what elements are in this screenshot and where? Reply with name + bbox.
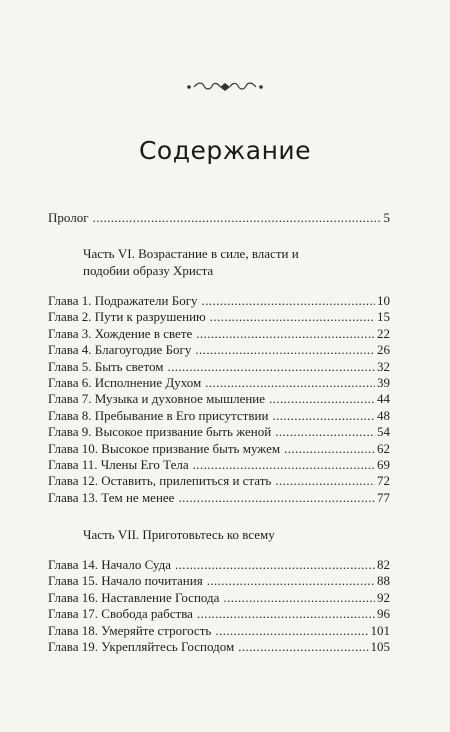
toc-line: [48, 342, 390, 358]
toc-line: [48, 457, 390, 473]
toc-part-7-chapters: [48, 557, 390, 655]
dot-leader: [284, 441, 375, 457]
toc-label: Глава 6. Исполнение Духом: [48, 374, 202, 390]
toc-page-number: 88: [377, 573, 390, 589]
dot-leader: [207, 573, 375, 589]
toc-page-number: 32: [377, 358, 390, 374]
toc-label: Глава 11. Члены Его Тела: [48, 456, 189, 472]
toc-label: Глава 4. Благоугодие Богу: [48, 342, 192, 358]
toc-page-number: 62: [377, 440, 390, 456]
toc-page-number: 105: [370, 638, 390, 654]
toc-page-number: 72: [377, 473, 390, 489]
dot-leader: [272, 408, 375, 424]
dot-leader: [275, 473, 375, 489]
part-6-line-2: подобии образу Христа: [83, 262, 214, 278]
toc-label: Глава 13. Тем не менее: [48, 489, 175, 505]
toc-label: Глава 3. Хождение в свете: [48, 325, 193, 341]
part-6-heading: [83, 246, 383, 279]
toc-line: [48, 623, 390, 639]
toc-line: [48, 590, 390, 606]
toc-label: Глава 12. Оставить, прилепиться и стать: [48, 473, 272, 489]
toc-page-number: 10: [377, 293, 390, 308]
dot-leader: [93, 210, 382, 226]
dot-leader: [223, 590, 375, 606]
dot-leader: [205, 375, 375, 391]
dot-leader: [167, 359, 375, 375]
toc-page-number: 5: [383, 210, 390, 225]
toc-line: [48, 359, 390, 375]
toc-label: Глава 18. Умеряйте строгость: [48, 622, 212, 638]
dot-leader: [195, 342, 375, 358]
toc-page-number: 15: [377, 309, 390, 325]
toc-page-number: 69: [377, 456, 390, 472]
toc-page-number: 44: [377, 391, 390, 407]
toc-line: [48, 490, 390, 506]
toc-line: [48, 473, 390, 489]
toc-line: [48, 326, 390, 342]
toc-part-6-chapters: [48, 293, 390, 506]
toc-label: Глава 14. Начало Суда: [48, 557, 171, 572]
toc-label: Глава 2. Пути к разрушению: [48, 309, 206, 325]
toc-line: [48, 639, 390, 655]
toc-page-number: 77: [377, 489, 390, 505]
ornament-divider: [186, 80, 264, 94]
toc-page-number: 96: [377, 606, 390, 622]
toc-line: [48, 391, 390, 407]
toc-page-number: 39: [377, 374, 390, 390]
toc-page-number: 54: [377, 424, 390, 440]
toc-label: Глава 7. Музыка и духовное мышление: [48, 391, 266, 407]
toc-page-number: 22: [377, 325, 390, 341]
dot-leader: [210, 309, 375, 325]
toc-line: [48, 441, 390, 457]
toc-label: Глава 17. Свобода рабства: [48, 606, 193, 622]
toc-label: Глава 5. Быть светом: [48, 358, 164, 374]
toc-label: Глава 1. Подражатели Богу: [48, 293, 198, 308]
toc-label: Глава 19. Укрепляйтесь Господом: [48, 638, 235, 654]
toc-line: [48, 606, 390, 622]
part-7-heading: [83, 527, 383, 544]
toc-page-number: 82: [377, 557, 390, 572]
dot-leader: [269, 391, 375, 407]
page-title: Содержание: [138, 136, 312, 165]
toc-line: [48, 424, 390, 440]
toc-label: Глава 10. Высокое призвание быть мужем: [48, 440, 281, 456]
dot-leader: [178, 490, 375, 506]
toc-page-number: 26: [377, 342, 390, 358]
dot-leader: [193, 457, 375, 473]
dot-leader: [238, 639, 368, 655]
toc-page-number: 92: [377, 589, 390, 605]
toc-line: [48, 408, 390, 424]
toc-page-number: 101: [370, 622, 390, 638]
toc-label: Глава 16. Наставление Господа: [48, 589, 220, 605]
part-6-line-1: Часть VI. Возрастание в силе, власти и: [83, 246, 299, 261]
toc-label: Пролог: [48, 210, 89, 225]
toc-label: Глава 9. Высокое призвание быть женой: [48, 424, 272, 440]
toc-line: [48, 557, 390, 573]
toc-line-prolog: [48, 210, 390, 226]
toc-page-number: 48: [377, 407, 390, 423]
toc-line: [48, 573, 390, 589]
toc-line: [48, 309, 390, 325]
toc-line: [48, 375, 390, 391]
toc-line: [48, 293, 390, 309]
toc-label: Глава 8. Пребывание в Его присутствии: [48, 407, 269, 423]
dot-leader: [202, 293, 375, 309]
toc-prolog: [48, 210, 390, 226]
dot-leader: [175, 557, 375, 573]
part-7-line-1: Часть VII. Приготовьтесь ко всему: [83, 527, 275, 542]
dot-leader: [197, 606, 375, 622]
dot-leader: [196, 326, 375, 342]
dot-leader: [275, 424, 375, 440]
dot-leader: [215, 623, 368, 639]
toc-label: Глава 15. Начало почитания: [48, 573, 203, 589]
